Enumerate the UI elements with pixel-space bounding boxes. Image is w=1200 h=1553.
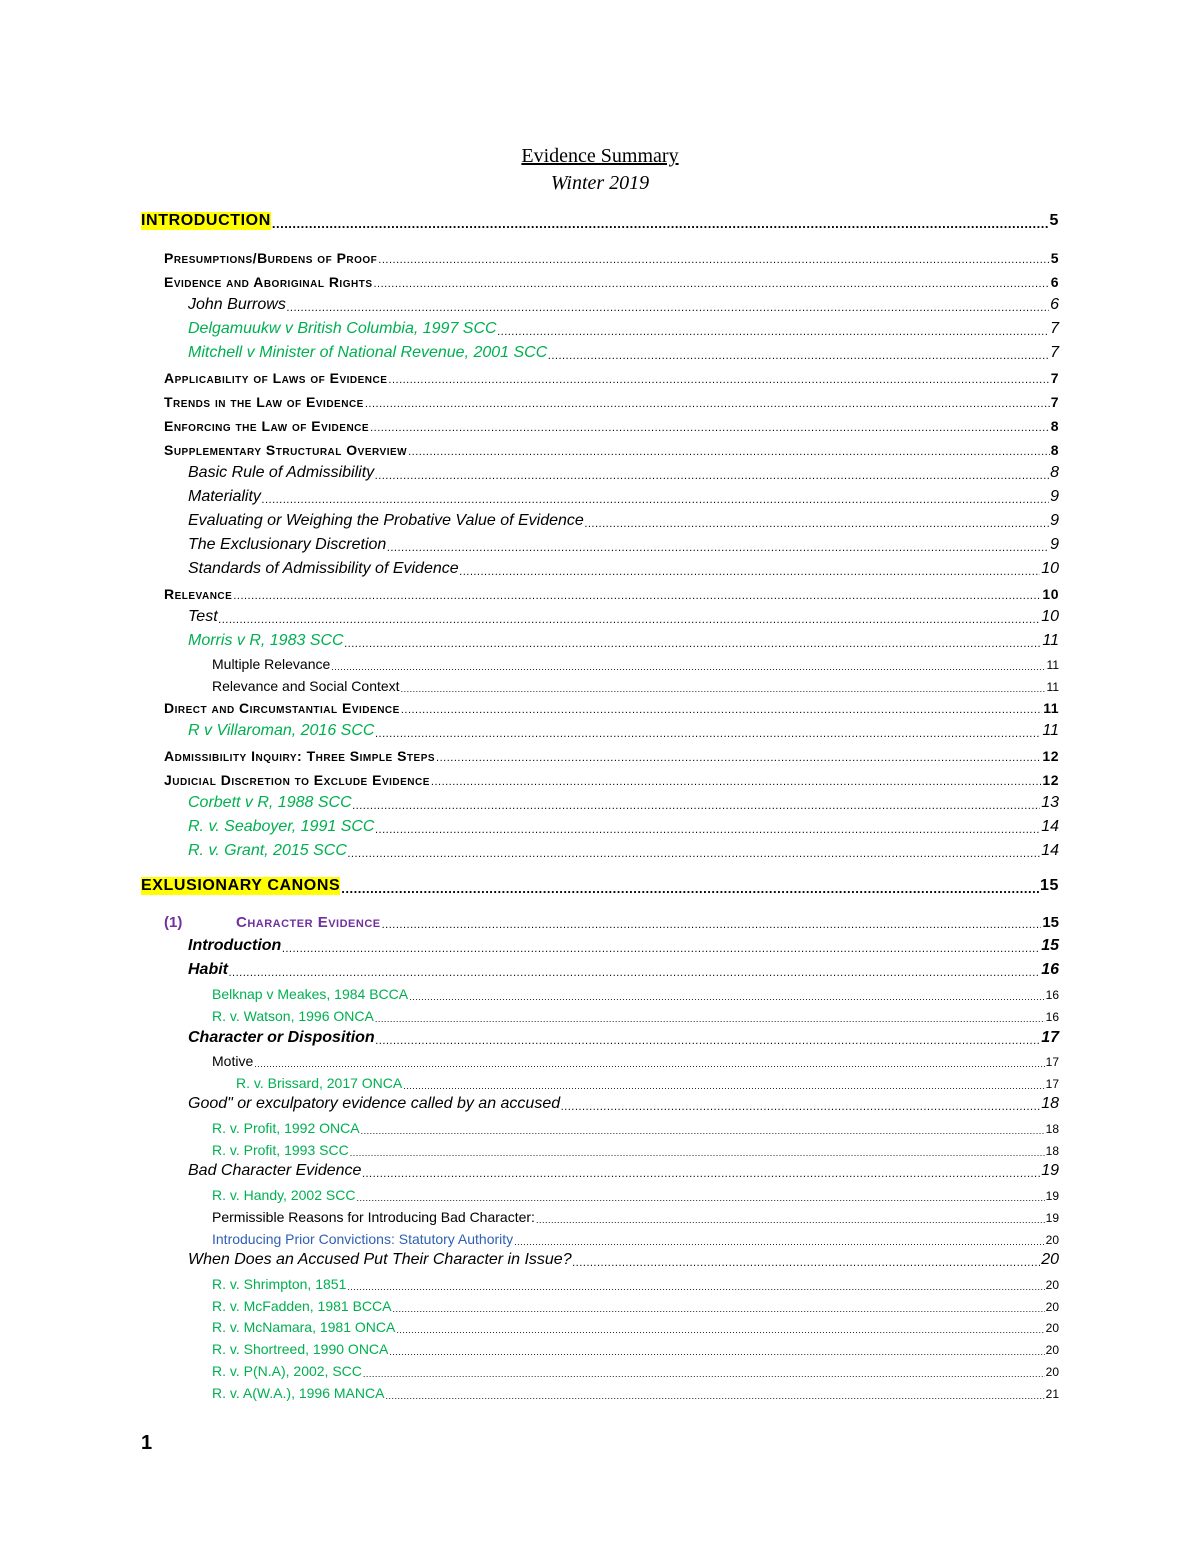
toc-entry-title: Evaluating or Weighing the Probative Value of Evidence [188,512,584,529]
toc-page-number: 18 [1041,1095,1059,1112]
toc-entry-title: R. v. Shortreed, 1990 ONCA [212,1341,389,1357]
toc-entry-title: Basic Rule of Admissibility [188,464,375,481]
toc-entry-title: Permissible Reasons for Introducing Bad Character: [212,1209,535,1225]
toc-page-number: 11 [1042,722,1059,739]
toc-page-number: 11 [1046,680,1059,694]
document-title: Evidence Summary [521,145,679,167]
toc-entry-title: Admissibility Inquiry: Three Simple Steps [164,748,436,764]
toc-page-number: 5 [1050,250,1059,266]
toc-entry[interactable] [188,838,1059,860]
toc-page-number: 8 [1050,418,1059,434]
toc-entry-title: John Burrows [188,296,286,313]
toc-dot-leader [363,1370,1045,1379]
toc-dot-leader [409,993,1045,1002]
toc-dot-leader [262,495,1049,506]
toc-dot-leader [272,217,1049,230]
toc-entry[interactable] [164,244,1059,266]
toc-dot-leader [378,255,1049,266]
toc-dot-leader [353,801,1041,812]
toc-entry[interactable] [188,556,1059,578]
toc-entry-title: Motive [212,1053,254,1069]
toc-entry-title: Character or Disposition [188,1029,375,1046]
toc-entry[interactable] [164,436,1059,458]
page-number: 1 [141,1432,153,1454]
toc-page-number: 18 [1045,1122,1059,1136]
toc-entry-title: Delgamuukw v British Columbia, 1997 SCC [188,320,497,337]
toc-entry[interactable] [188,1025,1059,1047]
toc-page-number: 12 [1042,748,1059,764]
toc-entry-title: Relevance [164,586,233,602]
toc-page-number: 17 [1045,1055,1059,1069]
toc-entry[interactable] [188,1091,1059,1113]
toc-page-number: 11 [1042,632,1059,649]
toc-entry[interactable] [164,766,1059,788]
toc-entry[interactable] [212,1292,1059,1314]
toc-entry[interactable] [141,208,1059,230]
toc-dot-leader [536,1216,1045,1225]
toc-entry[interactable] [212,1335,1059,1357]
toc-page-number: 6 [1050,296,1059,313]
toc-entry[interactable] [212,1313,1059,1335]
toc-page-number: 14 [1041,818,1059,835]
toc-page-number: 21 [1045,1387,1059,1401]
toc-dot-leader [498,327,1050,338]
document-subtitle: Winter 2019 [550,172,650,194]
toc-entry[interactable] [212,1002,1059,1024]
toc-entry-title: Applicability of Laws of Evidence [164,370,388,386]
toc-entry-title: Bad Character Evidence [188,1162,362,1179]
toc-page-number: 15 [1041,937,1059,954]
toc-dot-leader [375,1015,1045,1024]
toc-entry[interactable] [164,909,1059,931]
toc-page-number: 11 [1043,700,1059,716]
toc-entry[interactable] [212,980,1059,1002]
toc-dot-leader [376,1036,1041,1047]
toc-dot-leader [233,591,1041,602]
toc-entry-title: R. v. A(W.A.), 1996 MANCA [212,1385,385,1401]
toc-entry[interactable] [164,388,1059,410]
toc-dot-leader [561,1102,1040,1113]
toc-entry[interactable] [188,604,1059,626]
toc-entry[interactable] [164,580,1059,602]
toc-dot-leader [219,615,1041,626]
toc-dot-leader [362,1169,1040,1180]
toc-entry[interactable] [188,957,1059,979]
toc-page-number: 20 [1045,1278,1059,1292]
toc-entry-title: R. v. Profit, 1993 SCC [212,1142,349,1158]
toc-dot-leader [460,567,1041,578]
toc-dot-leader [548,351,1049,362]
toc-entry-title: Mitchell v Minister of National Revenue, 2001 SCC [188,344,548,361]
toc-page-number: 16 [1045,1010,1059,1024]
toc-page-number: 10 [1042,586,1059,602]
toc-entry[interactable] [164,694,1059,716]
toc-entry-title: Test [188,608,218,625]
toc-page-number: 19 [1041,1162,1059,1179]
toc-dot-leader [431,777,1042,788]
toc-page-number: 20 [1045,1321,1059,1335]
toc-entry[interactable] [188,718,1059,740]
toc-entry-title: The Exclusionary Discretion [188,536,387,553]
toc-page-number: 19 [1045,1211,1059,1225]
toc-entry-title: Belknap v Meakes, 1984 BCCA [212,986,409,1002]
toc-entry[interactable] [164,742,1059,764]
toc-dot-leader [585,519,1049,530]
toc-entry[interactable] [188,532,1059,554]
toc-entry[interactable] [212,1114,1059,1136]
toc-dot-leader [345,639,1042,650]
toc-dot-leader [348,849,1040,860]
toc-dot-leader [385,1392,1044,1401]
toc-entry[interactable] [212,672,1059,694]
toc-entry[interactable] [188,814,1059,836]
toc-entry-title: Morris v R, 1983 SCC [188,632,344,649]
toc-page-number: 8 [1050,442,1059,458]
toc-entry[interactable] [141,873,1059,895]
toc-entry-title: Introduction [188,937,282,954]
toc-page-number: 10 [1041,608,1059,625]
toc-entry-title: Introducing Prior Convictions: Statutory Authority [212,1231,514,1247]
toc-page-number: 20 [1045,1343,1059,1357]
toc-entry-title: R. v. McNamara, 1981 ONCA [212,1319,396,1335]
toc-entry[interactable] [188,292,1059,314]
toc-dot-leader [387,543,1049,554]
toc-entry-title: Supplementary Structural Overview [164,442,408,458]
toc-dot-leader [331,663,1045,672]
toc-entry[interactable] [212,1203,1059,1225]
toc-entry[interactable] [212,650,1059,672]
toc-dot-leader [287,303,1049,314]
toc-entry-title: Good" or exculpatory evidence called by an accused [188,1095,561,1112]
toc-page-number: 16 [1041,961,1059,978]
toc-page-number: 5 [1049,212,1059,229]
toc-page-number: 11 [1046,658,1059,672]
toc-dot-leader [341,882,1039,895]
toc-dot-leader [389,1348,1044,1357]
toc-dot-leader [375,471,1049,482]
toc-page-number: 20 [1041,1251,1059,1268]
toc-page-number: 6 [1050,274,1059,290]
toc-page-number: 20 [1045,1233,1059,1247]
toc-entry[interactable] [164,268,1059,290]
toc-entry[interactable] [188,1158,1059,1180]
toc-entry[interactable] [188,508,1059,530]
toc-page-number: 7 [1050,320,1059,337]
toc-dot-leader [374,279,1050,290]
toc-dot-leader [375,825,1040,836]
toc-dot-leader [361,1127,1045,1136]
toc-entry-title: Habit [188,961,228,978]
toc-dot-leader [401,705,1042,716]
toc-entry-title: Evidence and Aboriginal Rights [164,274,373,290]
toc-entry-title: R. v. Seaboyer, 1991 SCC [188,818,375,835]
toc-dot-leader [573,1258,1041,1269]
toc-page-number: 9 [1050,536,1059,553]
toc-dot-leader [254,1060,1044,1069]
toc-page-number: 8 [1050,464,1059,481]
toc-page-number: 15 [1042,914,1059,931]
toc-page-number: 13 [1041,794,1059,811]
toc-page-number: 17 [1045,1077,1059,1091]
toc-dot-leader [514,1238,1044,1247]
toc-entry[interactable] [188,460,1059,482]
toc-entry-title: Multiple Relevance [212,656,331,672]
toc-entry-title: EXLUSIONARY CANONS [141,877,341,894]
toc-entry[interactable] [188,316,1059,338]
toc-page-number: 20 [1045,1365,1059,1379]
toc-page-number: 14 [1041,842,1059,859]
toc-entry-title: Materiality [188,488,261,505]
toc-entry[interactable] [164,364,1059,386]
toc-page-number: 12 [1042,772,1059,788]
toc-entry-title: R. v. McFadden, 1981 BCCA [212,1298,392,1314]
toc-dot-leader [370,423,1050,434]
toc-entry[interactable] [212,1181,1059,1203]
toc-page-number: 19 [1045,1189,1059,1203]
toc-entry-title: Trends in the Law of Evidence [164,394,364,410]
toc-dot-leader [282,944,1040,955]
toc-dot-leader [436,753,1041,764]
toc-page-number: 17 [1041,1029,1059,1046]
toc-page-number: 18 [1045,1144,1059,1158]
toc-dot-leader [229,968,1040,979]
toc-dot-leader [375,729,1041,740]
toc-entry[interactable] [188,484,1059,506]
toc-page-number: 10 [1041,560,1059,577]
toc-entry-title: Standards of Admissibility of Evidence [188,560,459,577]
toc-entry-title: R. v. Grant, 2015 SCC [188,842,347,859]
toc-entry[interactable] [188,933,1059,955]
toc-entry[interactable] [212,1225,1059,1247]
toc-page-number: 15 [1040,877,1059,894]
toc-entry[interactable] [164,412,1059,434]
toc-entry-title: Corbett v R, 1988 SCC [188,794,352,811]
toc-page-number: 7 [1050,370,1059,386]
toc-page-number: 9 [1050,488,1059,505]
toc-entry-title [164,914,381,931]
toc-dot-leader [347,1283,1044,1292]
toc-entry[interactable] [188,790,1059,812]
toc-entry[interactable] [212,1379,1059,1401]
toc-page-number: 16 [1045,988,1059,1002]
toc-entry-title: R v Villaroman, 2016 SCC [188,722,375,739]
toc-entry[interactable] [188,340,1059,362]
toc-dot-leader [388,375,1049,386]
toc-entry[interactable] [212,1136,1059,1158]
toc-entry[interactable] [212,1270,1059,1292]
toc-entry[interactable] [212,1357,1059,1379]
toc-dot-leader [396,1326,1044,1335]
toc-entry-title: R. v. Profit, 1992 ONCA [212,1120,360,1136]
toc-dot-leader [365,399,1050,410]
toc-entry-title: R. v. Shrimpton, 1851 [212,1276,347,1292]
toc-dot-leader [356,1194,1044,1203]
toc-entry[interactable] [236,1069,1059,1091]
toc-page-number: 20 [1045,1300,1059,1314]
toc-page-number: 7 [1050,344,1059,361]
toc-dot-leader [403,1082,1044,1091]
toc-entry-title: When Does an Accused Put Their Character in Issue? [188,1251,572,1268]
toc-page-number: 9 [1050,512,1059,529]
toc-entry-title: R. v. Handy, 2002 SCC [212,1187,356,1203]
toc-entry-title: R. v. P(N.A), 2002, SCC [212,1363,362,1379]
toc-entry-title: INTRODUCTION [141,212,271,229]
toc-dot-leader [382,920,1042,931]
toc-entry[interactable] [188,628,1059,650]
toc-entry-title: Direct and Circumstantial Evidence [164,700,400,716]
toc-dot-leader [408,447,1050,458]
toc-entry[interactable] [212,1047,1059,1069]
toc-dot-leader [350,1149,1045,1158]
toc-dot-leader [401,685,1046,694]
toc-entry-title: R. v. Brissard, 2017 ONCA [236,1075,403,1091]
toc-entry-title: Relevance and Social Context [212,678,400,694]
toc-entry-title: R. v. Watson, 1996 ONCA [212,1008,374,1024]
toc-entry-number: (1) [164,914,183,931]
toc-entry-title: Judicial Discretion to Exclude Evidence [164,772,430,788]
toc-entry[interactable] [188,1247,1059,1269]
toc-entry-label: Character Evidence [236,914,381,931]
toc-entry-title: Enforcing the Law of Evidence [164,418,370,434]
toc-entry-title: Presumptions/Burdens of Proof [164,250,378,266]
toc-page-number: 7 [1050,394,1059,410]
